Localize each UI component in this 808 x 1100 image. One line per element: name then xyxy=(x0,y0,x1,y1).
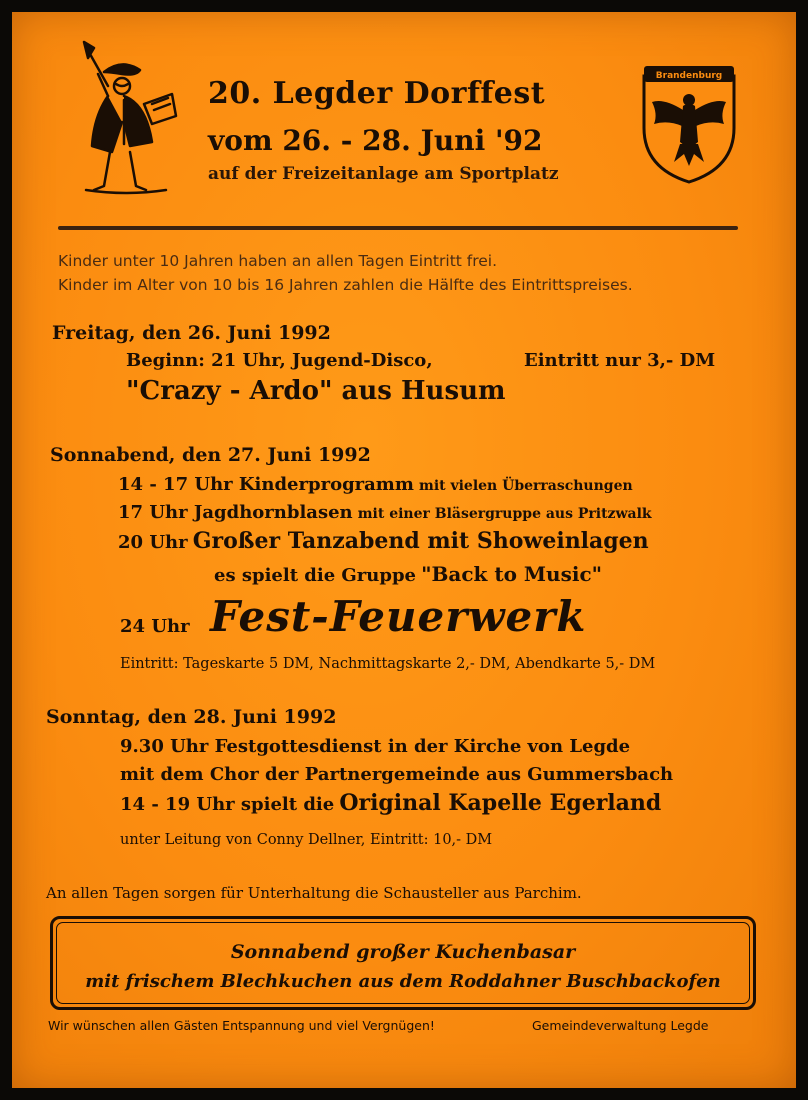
music-band: Original Kapelle Egerland xyxy=(339,790,662,816)
saturday-item-dance xyxy=(118,528,649,554)
kids-program: 14 - 17 Uhr Kinderprogramm xyxy=(118,474,414,495)
cake-bazaar-line1: Sonnabend großer Kuchenbasar xyxy=(230,941,576,963)
kids-program-note: mit vielen Überraschungen xyxy=(419,478,633,494)
saturday-item-kids xyxy=(118,474,633,495)
closing-signature: Gemeindeverwaltung Legde xyxy=(532,1018,709,1033)
closing-wish: Wir wünschen allen Gästen Entspannung und viel Vergnügen! xyxy=(48,1018,435,1033)
band-name: "Back to Music" xyxy=(421,562,603,586)
horn-blower-icon xyxy=(64,34,184,204)
showmen-info: An allen Tagen sorgen für Unterhaltung die Schausteller aus Parchim. xyxy=(46,884,582,902)
saturday-entry-prices: Eintritt: Tageskarte 5 DM, Nachmittagskarte 2,- DM, Abendkarte 5,- DM xyxy=(120,656,656,672)
sunday-choir: mit dem Chor der Partnergemeinde aus Gummersbach xyxy=(120,764,674,785)
fireworks-title: Fest-Feuerwerk xyxy=(210,592,587,641)
crest-label: Brandenburg xyxy=(655,71,723,81)
horn-program-note: mit einer Bläsergruppe aus Pritzwalk xyxy=(357,506,652,522)
poster-dates: vom 26. - 28. Juni '92 xyxy=(208,124,543,157)
friday-heading: Freitag, den 26. Juni 1992 xyxy=(52,322,331,344)
saturday-item-horn xyxy=(118,502,652,523)
poster-location: auf der Freizeitanlage am Sportplatz xyxy=(208,164,559,184)
friday-start: Beginn: 21 Uhr, Jugend-Disco, xyxy=(126,350,433,371)
horn-program: 17 Uhr Jagdhornblasen xyxy=(118,502,353,523)
sunday-service: 9.30 Uhr Festgottesdienst in der Kirche von Legde xyxy=(120,736,631,757)
brandenburg-eagle-crest-icon xyxy=(638,62,740,186)
music-prefix: 14 - 19 Uhr spielt die xyxy=(120,794,335,815)
saturday-band-line xyxy=(214,562,602,586)
note-children-half: Kinder im Alter von 10 bis 16 Jahren zahlen die Hälfte des Eintrittspreises. xyxy=(58,276,633,294)
sunday-music xyxy=(120,790,661,816)
sunday-heading: Sonntag, den 28. Juni 1992 xyxy=(46,706,337,728)
band-prefix: es spielt die Gruppe xyxy=(214,565,416,586)
sunday-leader-entry: unter Leitung von Conny Dellner, Eintritt: 10,- DM xyxy=(120,832,493,848)
friday-price: Eintritt nur 3,- DM xyxy=(524,350,716,371)
festival-poster xyxy=(12,12,796,1088)
saturday-heading: Sonnabend, den 27. Juni 1992 xyxy=(50,444,371,466)
dance-time: 20 Uhr xyxy=(118,532,188,553)
note-children-free: Kinder unter 10 Jahren haben an allen Tagen Eintritt frei. xyxy=(58,252,498,270)
dance-program: Großer Tanzabend mit Showeinlagen xyxy=(192,528,649,554)
friday-band: "Crazy - Ardo" aus Husum xyxy=(126,376,506,406)
header-divider xyxy=(58,226,738,230)
fireworks-time: 24 Uhr xyxy=(120,616,190,637)
cake-bazaar-box xyxy=(50,916,756,1010)
cake-bazaar-line2: mit frischem Blechkuchen aus dem Roddahner Buschbackofen xyxy=(85,971,721,992)
poster-title: 20. Legder Dorffest xyxy=(208,76,546,111)
